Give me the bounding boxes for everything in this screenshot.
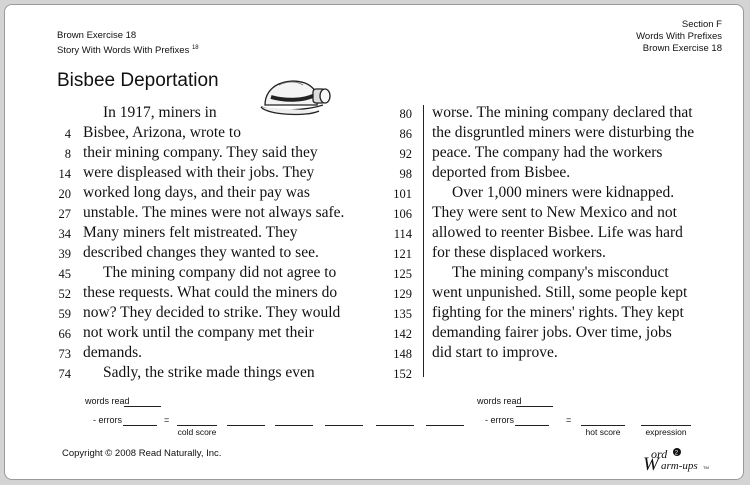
words-read-blank-left[interactable] xyxy=(124,406,161,407)
hot-score-blank[interactable] xyxy=(581,425,625,426)
expression-blank[interactable] xyxy=(641,425,691,426)
right-text-line: went unpunished. Still, some people kept xyxy=(432,284,688,301)
equals-left: = xyxy=(164,415,170,425)
errors-blank-right[interactable] xyxy=(515,425,549,426)
errors-label-left: - errors xyxy=(93,415,122,425)
left-line-number: 66 xyxy=(58,327,71,341)
left-text-line: unstable. The mines were not always safe. xyxy=(83,204,345,221)
left-line-number: 39 xyxy=(58,247,71,261)
words-read-label-left: words read xyxy=(85,396,130,406)
expression-label: expression xyxy=(645,427,687,437)
right-line-number: 129 xyxy=(393,287,412,301)
left-text-line: described changes they wanted to see. xyxy=(83,244,319,261)
left-text-line: Bisbee, Arizona, wrote to xyxy=(83,124,241,141)
words-read-label-right: words read xyxy=(477,396,522,406)
copyright-notice: Copyright © 2008 Read Naturally, Inc. xyxy=(62,448,222,459)
left-line-number: 27 xyxy=(58,207,71,221)
word-warm-ups-logo xyxy=(641,445,717,473)
score-blank-3[interactable] xyxy=(275,425,313,426)
right-line-number: 101 xyxy=(393,187,412,201)
exercise-label: Brown Exercise 18 xyxy=(57,30,137,41)
cold-score-blank[interactable] xyxy=(177,425,217,426)
right-line-number: 80 xyxy=(399,107,412,121)
exercise-label-right: Brown Exercise 18 xyxy=(642,43,722,54)
right-text-line: Over 1,000 miners were kidnapped. xyxy=(452,184,675,201)
svg-text:W: W xyxy=(643,454,659,473)
errors-label-right: - errors xyxy=(485,415,514,425)
left-line-number: 8 xyxy=(64,147,71,161)
cold-score-label: cold score xyxy=(177,427,217,437)
right-line-number: 114 xyxy=(393,227,412,241)
right-text-line: worse. The mining company declared that xyxy=(432,104,693,121)
right-line-number: 98 xyxy=(399,167,412,181)
right-text-line: allowed to reenter Bisbee. Life was hard xyxy=(432,224,683,241)
header-right xyxy=(636,19,722,55)
header-left xyxy=(57,30,199,57)
right-text-line: peace. The company had the workers xyxy=(432,144,663,161)
left-text-line: The mining company did not agree to xyxy=(103,264,337,281)
left-text-line: worked long days, and their pay was xyxy=(83,184,310,201)
left-line-number: 14 xyxy=(58,167,71,181)
right-line-number: 125 xyxy=(393,267,412,281)
left-text-line: their mining company. They said they xyxy=(83,144,318,161)
left-text-line: these requests. What could the miners do xyxy=(83,284,338,301)
left-line-number: 45 xyxy=(58,267,71,281)
left-line-number: 73 xyxy=(58,347,71,361)
hot-score-label: hot score xyxy=(585,427,621,437)
right-line-number: 121 xyxy=(393,247,412,261)
left-text-line: now? They decided to strike. They would xyxy=(83,304,341,321)
right-text-line: demanding fairer jobs. Over time, jobs xyxy=(432,324,672,341)
right-text-line: The mining company's misconduct xyxy=(452,264,669,281)
right-line-number: 142 xyxy=(393,327,412,341)
score-blank-2[interactable] xyxy=(227,425,265,426)
right-line-number: 86 xyxy=(399,127,412,141)
right-line-number: 148 xyxy=(393,347,412,361)
column-divider xyxy=(423,105,424,377)
left-line-number: 74 xyxy=(58,367,71,381)
left-line-number: 59 xyxy=(58,307,71,321)
score-blank-4[interactable] xyxy=(325,425,363,426)
right-text-line: fighting for the miners' rights. They kept xyxy=(432,304,684,321)
left-line-number: 20 xyxy=(58,187,71,201)
equals-right: = xyxy=(566,415,572,425)
svg-text:TM: TM xyxy=(703,465,709,470)
right-line-number: 152 xyxy=(393,367,412,381)
words-read-blank-right[interactable] xyxy=(516,406,553,407)
right-line-number: 135 xyxy=(393,307,412,321)
story-subtitle: Story With Words With Prefixes $^{18}$ xyxy=(57,45,199,57)
left-line-number: 52 xyxy=(58,287,71,301)
right-line-number: 92 xyxy=(399,147,412,161)
section-label: Section F xyxy=(681,19,722,30)
left-text-line: Many miners felt mistreated. They xyxy=(83,224,298,241)
score-blank-6[interactable] xyxy=(426,425,464,426)
svg-text:2: 2 xyxy=(674,450,679,457)
left-text-line: In 1917, miners in xyxy=(103,104,217,121)
story-title: Bisbee Deportation xyxy=(57,70,219,91)
worksheet-page xyxy=(4,4,744,480)
right-text-line: for these displaced workers. xyxy=(432,244,606,261)
left-text-line: demands. xyxy=(83,344,142,361)
right-text-line: deported from Bisbee. xyxy=(432,164,571,181)
svg-text:ord: ord xyxy=(651,447,668,461)
errors-blank-left[interactable] xyxy=(123,425,157,426)
miner-helmet-illustration xyxy=(257,75,335,119)
right-text-line: They were sent to New Mexico and not xyxy=(432,204,677,221)
left-text-line: were displeased with their jobs. They xyxy=(83,164,315,181)
left-line-number: 4 xyxy=(64,127,71,141)
left-line-number: 34 xyxy=(58,227,71,241)
right-line-number: 106 xyxy=(393,207,412,221)
right-text-line: did start to improve. xyxy=(432,344,558,361)
svg-text:arm-ups: arm-ups xyxy=(661,460,698,472)
right-text-line: the disgruntled miners were disturbing the xyxy=(432,124,695,141)
left-text-line: not work until the company met their xyxy=(83,324,314,341)
topic-label: Words With Prefixes xyxy=(636,31,722,42)
score-blank-5[interactable] xyxy=(376,425,414,426)
left-text-line: Sadly, the strike made things even xyxy=(103,364,315,381)
